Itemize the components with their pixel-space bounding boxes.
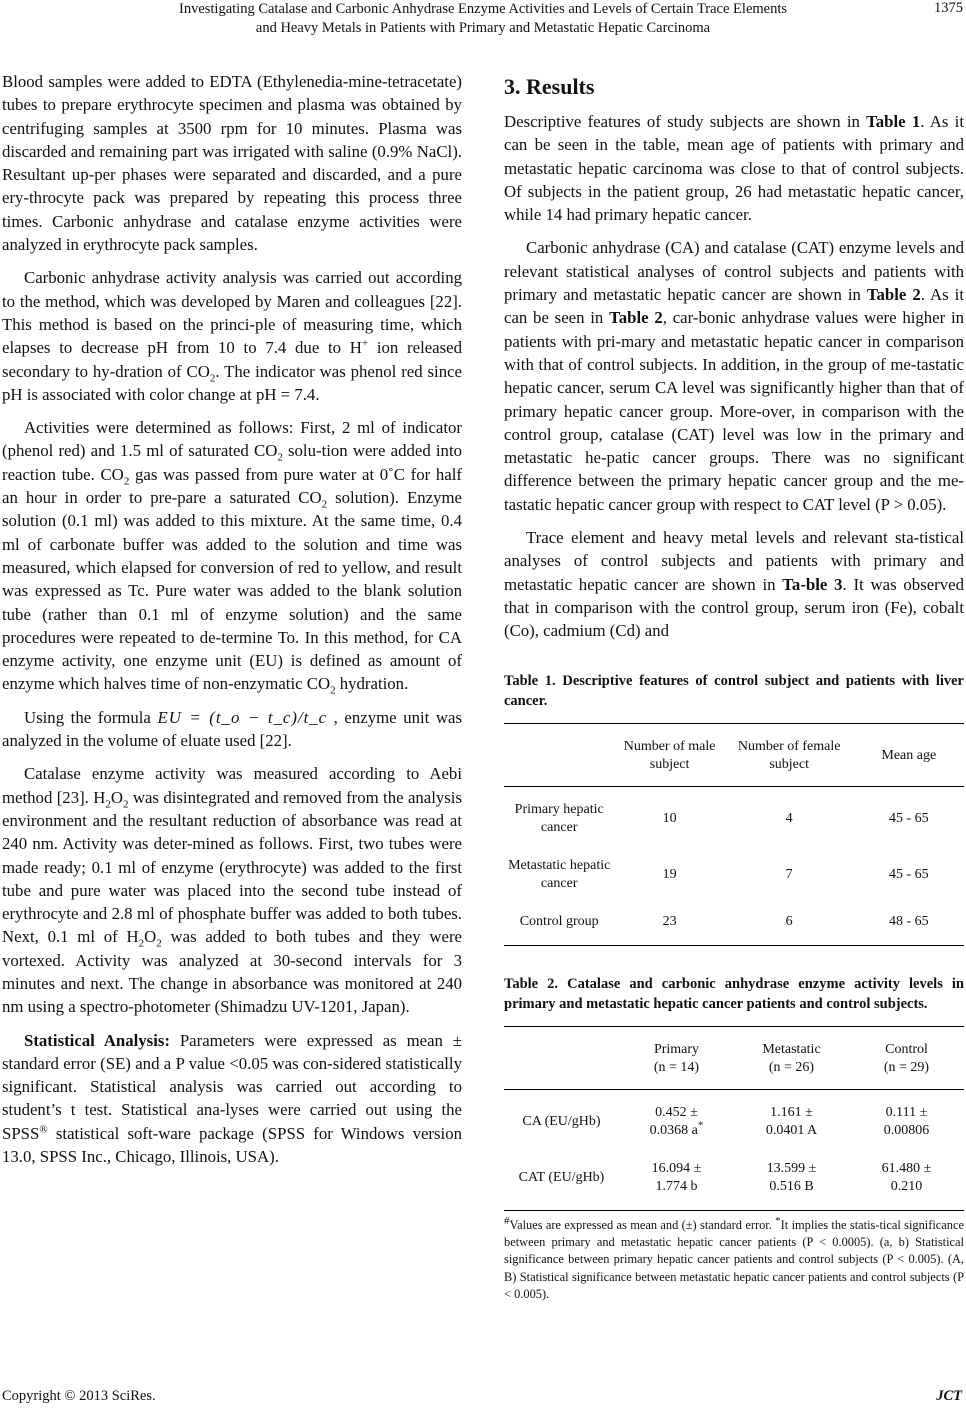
table-header-row	[504, 723, 964, 786]
table-header-cell	[504, 1026, 619, 1089]
text: (n = 26)	[768, 1059, 815, 1075]
table-ref: Table 1	[866, 112, 921, 131]
paragraph-formula	[2, 706, 462, 753]
table-cell: 6	[725, 903, 854, 946]
text: Control	[885, 1041, 928, 1057]
table-cell: 19	[662, 866, 677, 882]
running-title-line2: and Heavy Metals in Patients with Primary and Metastatic Hepatic Carcinoma	[255, 20, 711, 36]
paragraph-catalase	[2, 762, 462, 1018]
text: (n = 29)	[883, 1059, 930, 1075]
table1-caption: Table 1. Descriptive features of control subject and patients with liver cancer.	[504, 672, 964, 709]
page-footer	[2, 1388, 964, 1405]
subscript: 2	[122, 797, 129, 810]
running-title-line1: Investigating Catalase and Carbonic Anhydrase Enzyme Activities and Levels of Certain Trace Elements	[178, 1, 788, 17]
paragraph-ca-analysis	[2, 266, 462, 406]
text: . As it can be seen in	[504, 285, 964, 328]
text: hydration.	[335, 674, 409, 694]
table-cell: 4	[785, 810, 793, 826]
text: 0.516 B	[769, 1178, 814, 1194]
table-header-cell	[734, 1026, 849, 1089]
text: Activities were determined as follows: First, 2 ml of indicator (phenol red) and 1.5 ml of saturated CO	[2, 418, 462, 461]
paragraph-results-1	[504, 110, 964, 226]
table-cell: CAT (EU/gHb)	[504, 1150, 619, 1211]
table-row	[504, 1150, 964, 1211]
text: solu-tion were added into reaction tube. CO	[2, 441, 462, 484]
subscript: 2	[321, 498, 328, 511]
text: 13.599 ±	[766, 1160, 817, 1176]
page-number: 1375	[934, 0, 963, 16]
text: 0.210	[890, 1178, 923, 1194]
table2-footnote	[504, 1214, 964, 1304]
text: 1.774 b	[655, 1178, 698, 1194]
text: 0.0401 A	[765, 1122, 818, 1138]
table-cell	[619, 1089, 734, 1150]
text: ion released secondary to hy-dration of CO	[2, 338, 462, 381]
table-header-cell: Number of female subject	[725, 723, 854, 786]
table-cell: 45 - 65	[888, 866, 929, 882]
text: Primary	[653, 1041, 700, 1057]
paragraph-statistical-analysis	[2, 1029, 462, 1169]
superscript: +	[361, 337, 369, 350]
paragraph-results-2	[504, 236, 964, 516]
table-header-row	[504, 1026, 964, 1089]
paragraph-results-3	[504, 526, 964, 642]
text: Metastatic	[762, 1041, 821, 1057]
text: 61.480 ±	[881, 1160, 932, 1176]
text: 1.161 ±	[770, 1104, 813, 1120]
copyright: Copyright © 2013 SciRes.	[2, 1388, 156, 1404]
table-ref: Table 2	[866, 285, 921, 305]
subscript: 2	[277, 451, 283, 464]
table-cell: Control group	[504, 903, 614, 946]
text: Carbonic anhydrase activity analysis was carried out according to the method, which was developed by Maren and colleagues [22]. This method is based on the princi-ple of measuring time, which elapses to decrease pH from 10 to 7.4 due to H	[2, 268, 462, 358]
text: Values are expressed as mean and (±) standard error.	[509, 1217, 776, 1232]
table2-caption: Table 2. Catalase and carbonic anhydrase enzyme activity levels in primary and metastatic hepatic cancer patients and control subjects.	[504, 975, 964, 1012]
table-header-cell	[849, 1026, 964, 1089]
subscript: 2	[105, 797, 111, 810]
text: Using the formula	[24, 707, 158, 727]
table-cell: Primary hepatic cancer	[514, 801, 604, 835]
table-header-cell: Number of male subject	[614, 723, 724, 786]
journal-abbrev: JCT	[936, 1388, 962, 1404]
text: Descriptive features of study subjects are shown in	[504, 112, 867, 131]
table-cell: 7	[785, 866, 793, 882]
table-header-cell	[619, 1026, 734, 1089]
text: (n = 14)	[653, 1059, 700, 1075]
table-cell	[849, 1150, 964, 1211]
text: Blood samples were added to EDTA (Ethylenedia-mine-tetracetate) tubes to prepare erythrocyte specimen and plasma was obtained by centrifuging samples at 3500 rpm for 10 minutes. Plasma was discarded and remaining part was irrigated with saline (0.9% NaCl). Resultant up-per phases were separated and discarded, and a pure ery-throcyte pack was prepared by repeating this process three times. Carbonic anhydrase and catalase enzyme activities were analyzed in erythrocyte pack samples.	[2, 72, 462, 255]
table-cell: 48 - 65	[854, 903, 964, 946]
table-row	[504, 1089, 964, 1150]
running-header	[0, 0, 966, 44]
text: statistical soft-ware package (SPSS for Windows version 13.0, SPSS Inc., Chicago, Illinois, USA).	[2, 1123, 462, 1167]
table-cell	[619, 1150, 734, 1211]
table-ref: Ta-ble 3	[782, 574, 843, 594]
subscript: 2	[330, 684, 336, 697]
running-title	[60, 0, 906, 38]
table2	[504, 1026, 964, 1211]
text: Parameters were expressed as mean ± standard error (SE) and a P value <0.05 was con-sidered statistically significant. Statistical analysis was carried out according to student’s t test. Statistical ana-lyses were carried out using the SPSS	[2, 1030, 462, 1143]
text: 0.452 ±	[655, 1104, 698, 1120]
text: It implies the statis-tical significance between primary and metastatic hepatic cancer patients (P < 0.0005). (a, b) Statistical significance between primary hepatic cancer patients and control subjects (P < 0.005). (A, B) Statistical significance between metastatic hepatic cancer patients and control subjects (P < 0.005).	[504, 1217, 964, 1302]
superscript: #	[504, 1214, 510, 1227]
paragraph-blood-samples	[2, 70, 462, 256]
text: was added to both tubes and they were vortexed. Activity was analyzed at 30-second intervals for 3 minutes and next. The change in absorbance was monitored at 240 nm using a spectro-photometer (Shimadzu UV-1201, Japan).	[2, 927, 463, 1017]
text: . It was observed that in comparison with the control group, serum iron (Fe), cobalt (Co), cadmium (Cd) and	[504, 574, 964, 641]
text: . As it can be seen in the table, mean age of patients with primary and metastatic hepatic carcinoma was close to that of control subjects. Of subjects in the patient group, 26 had metastatic hepatic cancer, while 14 had primary hepatic cancer.	[504, 112, 964, 225]
table-cell	[734, 1089, 849, 1150]
table-row	[504, 847, 964, 903]
text: Trace element and heavy metal levels and relevant sta-tistical analyses of control subjects and patients with primary and metastatic hepatic cancer are shown in	[504, 528, 964, 594]
table-cell: 23	[614, 903, 724, 946]
table-row	[504, 903, 964, 946]
text: Catalase enzyme activity was measured according to Aebi method [23]. H	[2, 764, 462, 807]
subscript: 2	[209, 371, 216, 384]
text: O	[110, 787, 123, 807]
text: , enzyme unit was analyzed in the volume of eluate used [22].	[2, 707, 462, 751]
subscript: 2	[156, 937, 162, 950]
left-column	[2, 70, 462, 1178]
subscript: 2	[138, 937, 145, 950]
text: gas was passed from pure water at 0˚C for half an hour in order to pre-pare a saturated CO	[2, 464, 462, 508]
text: . The indicator was phenol red since pH is associated with color change at pH = 7.4.	[2, 361, 462, 404]
subscript: 2	[123, 475, 130, 488]
table-cell	[849, 1089, 964, 1150]
paragraph-activity-determination	[2, 416, 462, 696]
table1	[504, 723, 964, 946]
table-cell: CA (EU/gHb)	[522, 1113, 601, 1129]
section-label: Statistical Analysis:	[24, 1030, 170, 1050]
text: , car-bonic anhydrase values were higher in patients with pri-mary and metastatic hepatic cancer in comparison with that of control subjects. In addition, in the group of me-tastatic hepatic cancer, serum CA level was significantly higher than that of primary hepatic cancer group. More-over, in comparison with the control group, catalase (CAT) level was low in the primary and metastatic he-patic cancer groups. There was no significant difference between the primary hepatic cancer group and the me-tastatic hepatic cancer group with respect to CAT level (P > 0.05).	[504, 308, 965, 514]
table-cell: Metastatic hepatic cancer	[508, 857, 611, 891]
table-row	[504, 786, 964, 847]
section-title: 3. Results	[504, 74, 595, 99]
text: 0.111 ±	[885, 1104, 928, 1120]
text: solution). Enzyme solution (0.1 ml) was added to this mixture. At the same time, 0.4 ml of carbonate buffer was added to the solution and time was measured, which elapsed for conversion of red to yellow, and result was expressed as Tc. Pure water was added to the blank solution tube (rather than 0.1 ml of enzyme solution) and the same procedures were repeated to de-termine To. In this method, for CA enzyme activity, one enzyme unit (EU) is defined as amount of enzyme which halves time of non-enzymatic CO	[2, 488, 462, 694]
text: 16.094 ±	[651, 1160, 702, 1176]
superscript: ®	[39, 1123, 48, 1136]
table-cell: 10	[662, 810, 677, 826]
text: 0.0368 a	[649, 1122, 698, 1138]
table-ref: Table 2	[609, 308, 663, 328]
text: O	[144, 927, 157, 947]
text: 0.00806	[883, 1122, 930, 1138]
right-column	[504, 70, 964, 1304]
table-cell	[734, 1150, 849, 1211]
enzyme-unit-formula: EU = (t_o − t_c)/t_c	[157, 707, 328, 727]
table-cell: 45 - 65	[888, 810, 929, 826]
text: was disintegrated and removed from the analysis environment and the resultant reduction of absorbance was read at 240 nm. Activity was deter-mined as follows. First, two tubes were made ready; 0.1 ml of enzyme (erythrocyte) was added to the first tube and pure water was placed into the second tube instead of erythrocyte and 2.8 ml of phosphate buffer was added to both tubes. Next, 0.1 ml of H	[2, 787, 463, 947]
table-header-cell	[504, 723, 614, 786]
superscript: *	[775, 1214, 781, 1227]
table-header-cell: Mean age	[854, 723, 964, 786]
text: Carbonic anhydrase (CA) and catalase (CAT) enzyme levels and relevant statistical analyses of control subjects and patients with primary and metastatic hepatic cancer are shown in	[504, 238, 964, 305]
superscript: *	[697, 1118, 704, 1131]
